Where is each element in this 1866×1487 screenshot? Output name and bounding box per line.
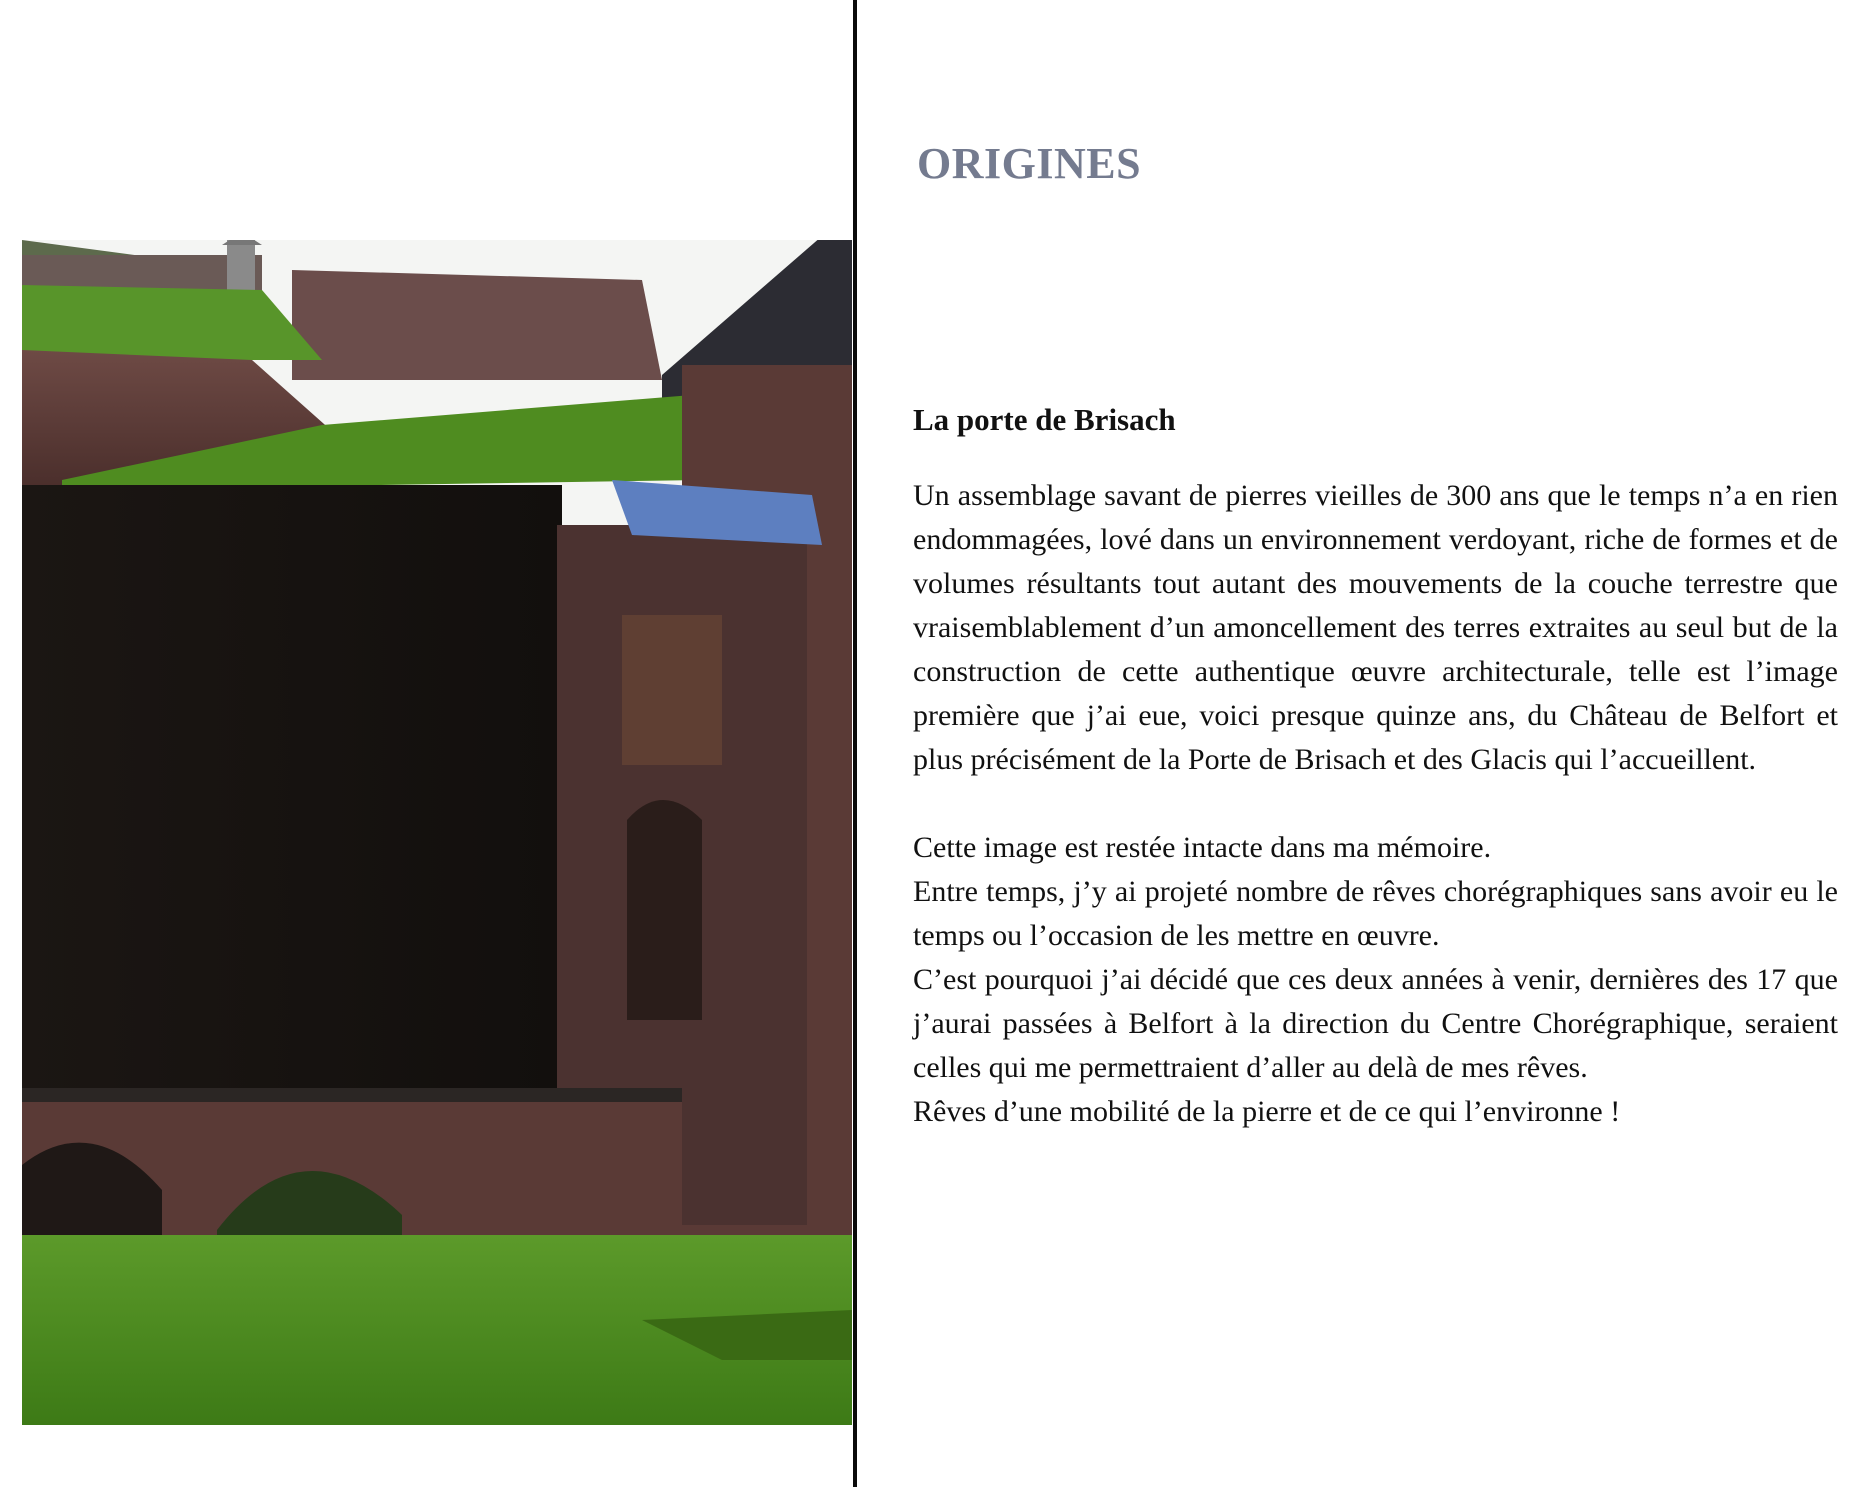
fortress-photo (22, 240, 852, 1425)
paragraph-memory: Cette image est restée intacte dans ma mémoire. (913, 831, 1492, 865)
section-heading: ORIGINES (917, 139, 1142, 188)
fortress-illustration (22, 240, 852, 1425)
paragraph-intro: Un assemblage savant de pierres vieilles de 300 ans que le temps n’a en rien endommagées, lové dans un environnement verdoyant, riche de formes et de volumes résultants tout autant des mouvements de la couche terrestre que vraisemblablement d’un amoncellement des terres extraites au seul but de la construction de cette authentique œuvre architecturale, telle est l’image première que j’ai eue, voici presque quinze ans, du Château de Belfort et plus précisément de la Porte de Brisach et des Glacis qui l’accueillent. (913, 479, 1838, 777)
paragraph-decision: C’est pourquoi j’ai décidé que ces deux années à venir, dernières des 17 que j’aurai passées à Belfort à la direction du Centre Chorégraphique, seraient celles qui me permettraient d’aller au delà de mes rêves. (913, 963, 1838, 1085)
paragraph-closing: Rêves d’une mobilité de la pierre et de ce qui l’environne ! (913, 1095, 1621, 1129)
column-divider (853, 0, 857, 1487)
paragraph-dreams: Entre temps, j’y ai projeté nombre de rêves chorégraphiques sans avoir eu le temps ou l’occasion de les mettre en œuvre. (913, 875, 1838, 953)
subtitle: La porte de Brisach (913, 402, 1176, 437)
text-column (913, 400, 1838, 1134)
